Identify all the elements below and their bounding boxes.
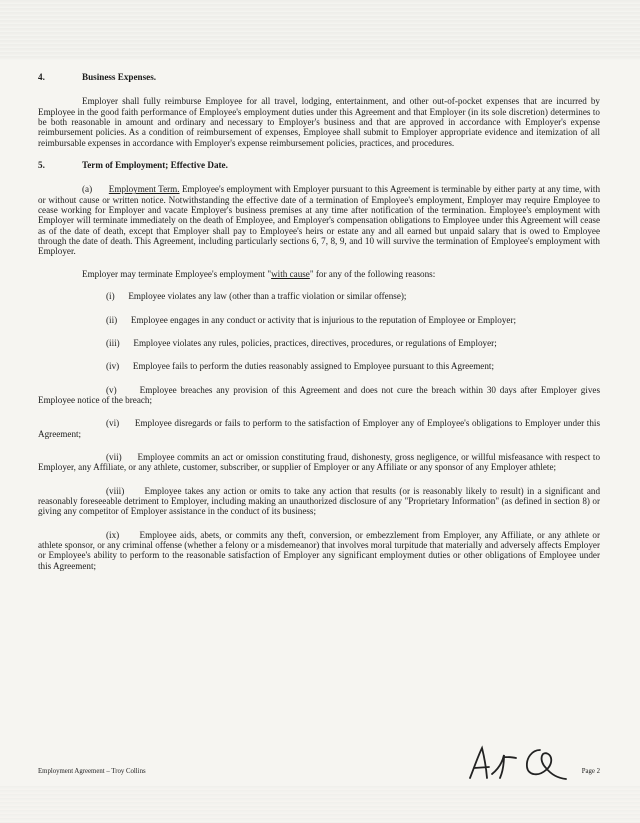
reason-label: (ix) [106, 529, 120, 540]
reason-item [38, 291, 600, 301]
subsection-text: Employee's employment with Employer pursuant to this Agreement is terminable by either party at any time, with or without cause or written notice. Notwithstanding the effective date of a termination of Employee's employment, Employer may require Employee to cease working for Employer and vacate Employer's business premises at any time after notification of the termination. Employee's employment with Employer will terminate immediately on the death of Employee, and Employer's compensation obligations to Employee under this Agreement will cease as of the date of death, except that Employer shall pay to Employee's heirs or estate any and all earned but unpaid salary that is owed to Employee through the date of death. This Agreement, including particularly sections 6, 7, 8, 9, and 10 will survive the termination of Employee's employment with Employer. [38, 184, 601, 257]
reason-label: (ii) [106, 314, 118, 325]
cause-term: with cause [271, 268, 310, 279]
section-number: 4. [38, 72, 45, 82]
reason-item [38, 338, 600, 348]
subsection-title: Employment Term. [108, 184, 180, 195]
section-4-paragraph: Employer shall fully reimburse Employee for all travel, lodging, entertainment, and other out-of-pocket expenses that are incurred by Employee in the good faith performance of Employee's employment duties under this Agreement and that Employer (in its sole discretion) determines to be both reasonable in amount and ordinary and necessary to Employer's business and that are approved in accordance with Employer's expense reimbursement policies. As a condition of reimbursement of expenses, Employee shall submit to Employer appropriate evidence and itemization of all reimbursable expenses in accordance with Employer's expense reimbursement policies, practices, and procedures. [38, 96, 600, 148]
reason-text: Employee disregards or fails to perform to the satisfaction of Employer any of Employee's obligations to Employer under this Agreement; [38, 418, 600, 439]
reason-item [38, 452, 600, 473]
reason-item [38, 385, 600, 406]
reason-item [38, 361, 600, 371]
scan-artifact-bottom [0, 786, 640, 823]
cause-intro-after: " for any of the following reasons: [309, 268, 436, 279]
reason-label: (viii) [106, 485, 125, 496]
page-number: Page 2 [581, 768, 600, 775]
reason-text: Employee breaches any provision of this Agreement and does not cure the breach within 30 days after Employer gives Employee notice of the breach; [38, 384, 600, 405]
reason-text: Employee violates any law (other than a traffic violation or similar offense); [128, 291, 407, 302]
reason-text: Employee takes any action or omits to take any action that results (or is reasonably likely to result) in a significant and reasonably foreseeable detriment to Employer, including making an unauthorized disclosure of any "Proprietary Information" (as defined in section 8) or giving any competitor of Employer assistance in the conduct of its business; [38, 485, 601, 517]
document-body [38, 72, 600, 584]
reason-label: (vii) [106, 451, 122, 462]
reason-item [38, 530, 600, 571]
reason-text: Employee commits an act or omission constituting fraud, dishonesty, gross negligence, or willful misfeasance with respect to Employer, any Affiliate, or any athlete, customer, subscriber, or supplier of Employer or any Affiliate or any sponsor of any Employer athlete; [38, 451, 601, 473]
reason-label: (v) [106, 384, 117, 395]
reason-label: (vi) [106, 418, 120, 429]
reason-text: Employee engages in any conduct or activity that is injurious to the reputation of Employee or Employer; [130, 314, 517, 325]
signature-initials-icon [462, 740, 592, 786]
footer-document-title: Employment Agreement – Troy Collins [38, 768, 146, 775]
reason-item [38, 486, 600, 517]
section-4-heading [38, 72, 600, 82]
cause-intro-before: Employer may terminate Employee's employment " [82, 268, 272, 279]
scan-artifact-top [0, 0, 640, 60]
reason-text: Employee violates any rules, policies, practices, directives, procedures, or regulations of Employer; [133, 337, 497, 348]
reason-item [38, 418, 600, 439]
subsection-label: (a) [82, 184, 93, 195]
reason-label: (iv) [106, 361, 120, 372]
section-5-heading [38, 160, 600, 170]
cause-intro [38, 269, 600, 279]
subsection-a [38, 184, 600, 256]
reason-text: Employee fails to perform the duties reasonably assigned to Employee pursuant to this Agreement; [132, 361, 494, 372]
section-title: Business Expenses. [82, 72, 157, 82]
section-number: 5. [38, 160, 45, 171]
section-title: Term of Employment; Effective Date. [82, 160, 228, 171]
reason-text: Employee aids, abets, or commits any theft, conversion, or embezzlement from Employer, any Affiliate, or any athlete or athlete sponsor, or any criminal offense (whether a felony or a misdemeanor) that involves moral turpitude that materially and adversely affects Employer or Employee's ability to perform to the reasonable satisfaction of Employer any significant employment duties or other obligations of Employee under this Agreement; [38, 529, 601, 571]
reason-label: (i) [106, 291, 115, 302]
reason-label: (iii) [106, 337, 120, 348]
reason-item [38, 315, 600, 325]
